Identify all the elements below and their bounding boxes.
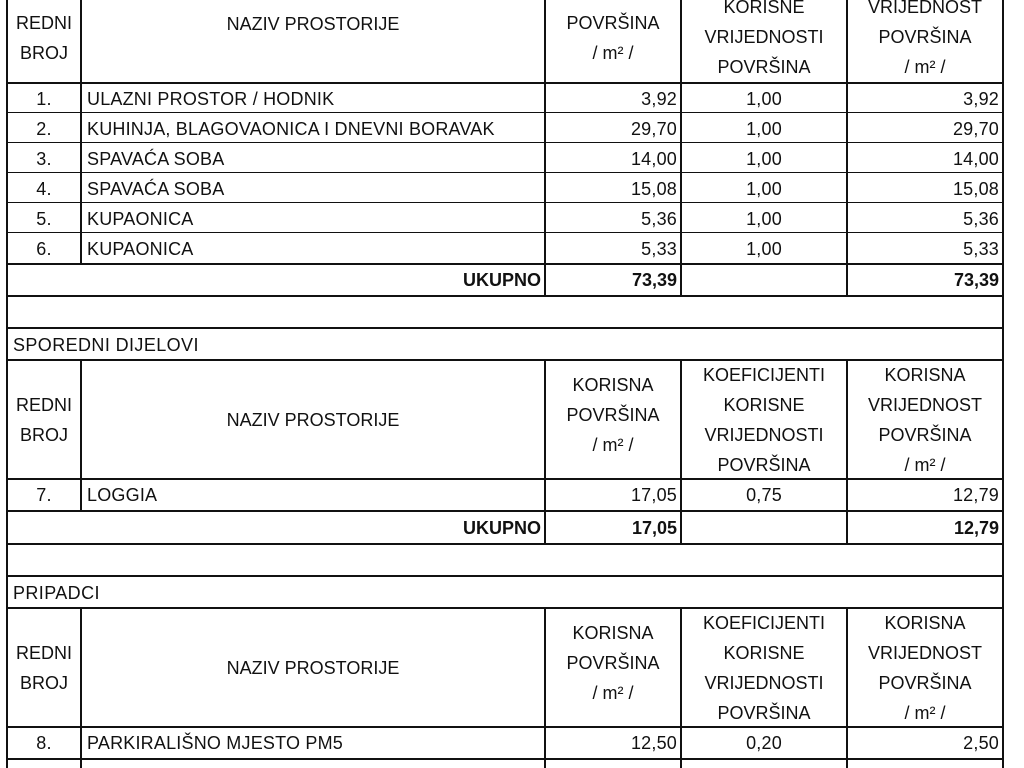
grid-line bbox=[6, 172, 1004, 173]
row-room-name: SPAVAĆA SOBA bbox=[87, 178, 225, 199]
header-text: NAZIV PROSTORIJE bbox=[226, 410, 400, 430]
grid-line bbox=[6, 478, 1004, 480]
grid-line bbox=[544, 607, 546, 768]
header-text: / m² / bbox=[904, 703, 946, 723]
header-text: BROJ bbox=[19, 673, 68, 693]
grid-line bbox=[680, 607, 682, 768]
grid-line bbox=[6, 758, 1004, 760]
row-number: 1. bbox=[36, 88, 52, 109]
header-text: KORISNA bbox=[572, 375, 654, 395]
header-text: POVRŠINA bbox=[717, 455, 811, 475]
row-value: 15,08 bbox=[952, 178, 999, 199]
row-area: 3,92 bbox=[641, 88, 677, 109]
row-coefficient: 1,00 bbox=[746, 118, 782, 139]
header-naziv-prostorije bbox=[82, 610, 544, 726]
grid-line bbox=[6, 295, 1004, 297]
header-text: VRIJEDNOST bbox=[867, 643, 982, 663]
header-text: KORISNA bbox=[884, 365, 966, 385]
row-area: 15,08 bbox=[630, 178, 677, 199]
total-area: 17,05 bbox=[631, 517, 677, 538]
header-text: KORISNE bbox=[723, 395, 805, 415]
header-text: / m² / bbox=[592, 683, 634, 703]
grid-line bbox=[846, 607, 848, 768]
header-koeficijenti bbox=[682, 0, 846, 82]
row-area: 29,70 bbox=[630, 118, 677, 139]
total-area: 73,39 bbox=[631, 269, 677, 290]
row-room-name: KUPAONICA bbox=[87, 238, 194, 259]
row-value: 29,70 bbox=[952, 118, 999, 139]
row-number: 7. bbox=[36, 484, 52, 505]
row-area: 5,36 bbox=[641, 208, 677, 229]
header-text: VRIJEDNOSTI bbox=[704, 425, 824, 445]
header-naziv-prostorije bbox=[82, 0, 544, 54]
header-text: VRIJEDNOSTI bbox=[704, 27, 824, 47]
row-value: 5,33 bbox=[963, 238, 999, 259]
grid-line bbox=[6, 142, 1004, 143]
header-text: BROJ bbox=[19, 425, 68, 445]
header-text: KORISNA bbox=[884, 613, 966, 633]
section-title: PRIPADCI bbox=[13, 582, 100, 603]
header-text: VRIJEDNOSTI bbox=[704, 673, 824, 693]
header-text: KORISNE bbox=[723, 0, 805, 17]
row-coefficient: 0,75 bbox=[746, 484, 782, 505]
row-value: 5,36 bbox=[963, 208, 999, 229]
header-redni-broj bbox=[8, 362, 80, 478]
header-text: VRIJEDNOST bbox=[867, 0, 982, 17]
grid-line bbox=[6, 0, 8, 768]
grid-line bbox=[680, 359, 682, 545]
header-text: POVRŠINA bbox=[566, 13, 660, 33]
header-naziv-prostorije bbox=[82, 362, 544, 478]
header-text: BROJ bbox=[19, 43, 68, 63]
total-value: 12,79 bbox=[953, 517, 999, 538]
header-text: / m² / bbox=[904, 455, 946, 475]
header-koeficijenti bbox=[682, 362, 846, 478]
header-text: POVRŠINA bbox=[717, 703, 811, 723]
row-room-name: LOGGIA bbox=[87, 484, 158, 505]
header-text: / m² / bbox=[592, 43, 634, 63]
row-room-name: ULAZNI PROSTOR / HODNIK bbox=[87, 88, 335, 109]
grid-line bbox=[6, 327, 1004, 329]
grid-line bbox=[6, 575, 1004, 577]
row-coefficient: 0,20 bbox=[746, 732, 782, 753]
row-value: 12,79 bbox=[952, 484, 999, 505]
header-redni-broj bbox=[8, 610, 80, 726]
section-title: SPOREDNI DIJELOVI bbox=[13, 334, 199, 355]
row-room-name: KUPAONICA bbox=[87, 208, 194, 229]
row-coefficient: 1,00 bbox=[746, 238, 782, 259]
total-label: UKUPNO bbox=[462, 269, 541, 290]
grid-line bbox=[6, 202, 1004, 203]
header-korisna-povrsina bbox=[546, 0, 680, 82]
header-text: / m² / bbox=[592, 435, 634, 455]
total-label: UKUPNO bbox=[462, 517, 541, 538]
header-text: KOEFICIJENTI bbox=[702, 365, 825, 385]
header-text: VRIJEDNOST bbox=[867, 395, 982, 415]
grid-line bbox=[1002, 0, 1004, 768]
row-area: 17,05 bbox=[630, 484, 677, 505]
grid-line bbox=[680, 0, 682, 296]
header-text: KORISNA bbox=[572, 623, 654, 643]
grid-line bbox=[544, 0, 546, 296]
row-number: 6. bbox=[36, 238, 52, 259]
header-text: POVRŠINA bbox=[878, 673, 972, 693]
grid-line bbox=[6, 232, 1004, 233]
header-koeficijenti bbox=[682, 610, 846, 726]
row-number: 5. bbox=[36, 208, 52, 229]
header-text: REDNI bbox=[15, 643, 72, 663]
grid-line bbox=[6, 112, 1004, 113]
grid-line bbox=[80, 607, 82, 768]
row-area: 12,50 bbox=[630, 732, 677, 753]
row-coefficient: 1,00 bbox=[746, 148, 782, 169]
header-text: POVRŠINA bbox=[717, 57, 811, 77]
header-text: NAZIV PROSTORIJE bbox=[226, 14, 400, 34]
header-korisna-vrijednost bbox=[848, 362, 1002, 478]
total-value: 73,39 bbox=[953, 269, 999, 290]
row-number: 4. bbox=[36, 178, 52, 199]
header-text: KOEFICIJENTI bbox=[702, 613, 825, 633]
header-korisna-povrsina bbox=[546, 362, 680, 478]
row-number: 2. bbox=[36, 118, 52, 139]
row-coefficient: 1,00 bbox=[746, 208, 782, 229]
row-area: 5,33 bbox=[641, 238, 677, 259]
row-room-name: KUHINJA, BLAGOVAONICA I DNEVNI BORAVAK bbox=[87, 118, 495, 139]
header-text: POVRŠINA bbox=[878, 27, 972, 47]
row-area: 14,00 bbox=[630, 148, 677, 169]
grid-line bbox=[6, 359, 1004, 361]
header-text: POVRŠINA bbox=[566, 405, 660, 425]
header-redni-broj bbox=[8, 0, 80, 82]
row-value: 14,00 bbox=[952, 148, 999, 169]
header-korisna-vrijednost bbox=[848, 0, 1002, 82]
header-text: POVRŠINA bbox=[878, 425, 972, 445]
row-coefficient: 1,00 bbox=[746, 88, 782, 109]
grid-line bbox=[6, 263, 1004, 265]
row-value: 2,50 bbox=[963, 732, 999, 753]
row-number: 3. bbox=[36, 148, 52, 169]
header-text: REDNI bbox=[15, 395, 72, 415]
header-text: REDNI bbox=[15, 13, 72, 33]
row-number: 8. bbox=[36, 732, 52, 753]
grid-line bbox=[846, 359, 848, 545]
grid-line bbox=[6, 82, 1004, 84]
header-text: / m² / bbox=[904, 57, 946, 77]
header-korisna-vrijednost bbox=[848, 610, 1002, 726]
header-korisna-povrsina bbox=[546, 610, 680, 726]
grid-line bbox=[6, 543, 1004, 545]
row-room-name: PARKIRALIŠNO MJESTO PM5 bbox=[87, 732, 343, 753]
grid-line bbox=[6, 510, 1004, 512]
header-text: POVRŠINA bbox=[566, 653, 660, 673]
grid-line bbox=[80, 359, 82, 512]
row-room-name: SPAVAĆA SOBA bbox=[87, 148, 225, 169]
row-value: 3,92 bbox=[963, 88, 999, 109]
grid-line bbox=[80, 0, 82, 264]
header-text: NAZIV PROSTORIJE bbox=[226, 658, 400, 678]
row-coefficient: 1,00 bbox=[746, 178, 782, 199]
grid-line bbox=[6, 726, 1004, 728]
grid-line bbox=[6, 607, 1004, 609]
grid-line bbox=[544, 359, 546, 545]
grid-line bbox=[846, 0, 848, 296]
header-text: KORISNE bbox=[723, 643, 805, 663]
